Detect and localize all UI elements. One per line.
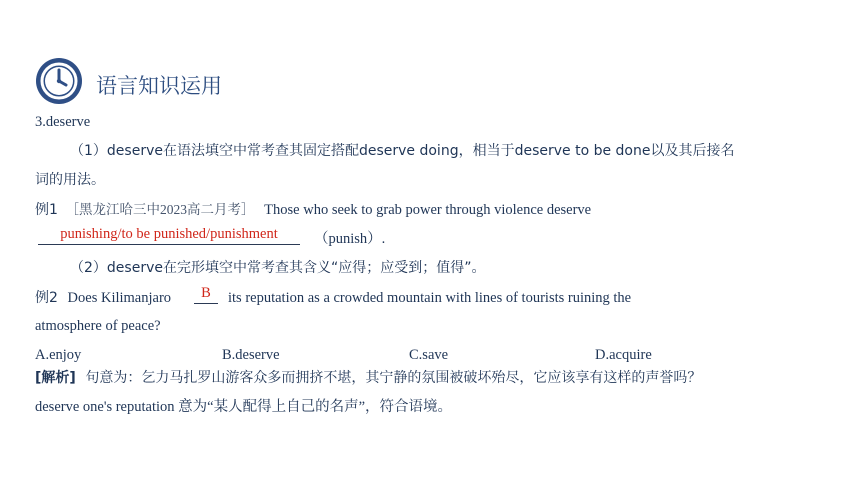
option-c: C.save — [409, 347, 449, 363]
point2-text: （2）deserve在完形填空中常考查其含义“应得；应受到；值得”。 — [70, 260, 486, 276]
analysis-label: [解析] — [35, 370, 76, 386]
example1-answer: punishing/to be punished/punishment — [38, 226, 300, 245]
example1-source: ［黑龙江哈三中2023高二月考］ — [65, 202, 255, 217]
analysis-line1: 句意为：乞力马扎罗山游客众多而拥挤不堪，其宁静的氛围被破坏殆尽，它应该享有这样的声誉吗？ — [85, 370, 702, 386]
example2-label-before — [35, 288, 171, 308]
example1-label: 例1 — [35, 202, 58, 218]
example1-line — [35, 200, 591, 220]
example2-label: 例2 — [35, 290, 58, 306]
example2-after: its reputation as a crowded mountain with lines of tourists ruining the — [228, 290, 632, 306]
example2-before: Does Kilimanjaro — [67, 290, 172, 306]
page-title: 语言知识运用 — [96, 74, 222, 98]
example2-line2: atmosphere of peace? — [35, 318, 161, 334]
example1-hint: （punish）. — [314, 231, 386, 247]
section-heading: 3.deserve — [35, 114, 91, 130]
point1-line1: （1）deserve在语法填空中常考查其固定搭配deserve doing，相当于deserve to be done以及其后接名 — [70, 143, 735, 159]
analysis-line2: deserve one's reputation 意为“某人配得上自己的名声”，符合语境。 — [35, 399, 453, 415]
clock-icon — [35, 57, 83, 105]
option-a: A.enjoy — [35, 347, 82, 363]
point1-line2: 词的用法。 — [35, 172, 105, 188]
option-b: B.deserve — [222, 347, 280, 363]
example1-sentence: Those who seek to grab power through violence deserve — [264, 202, 592, 218]
option-d: D.acquire — [595, 347, 652, 363]
example2-answer: B — [194, 285, 218, 304]
analysis-line1-wrap — [35, 368, 701, 388]
